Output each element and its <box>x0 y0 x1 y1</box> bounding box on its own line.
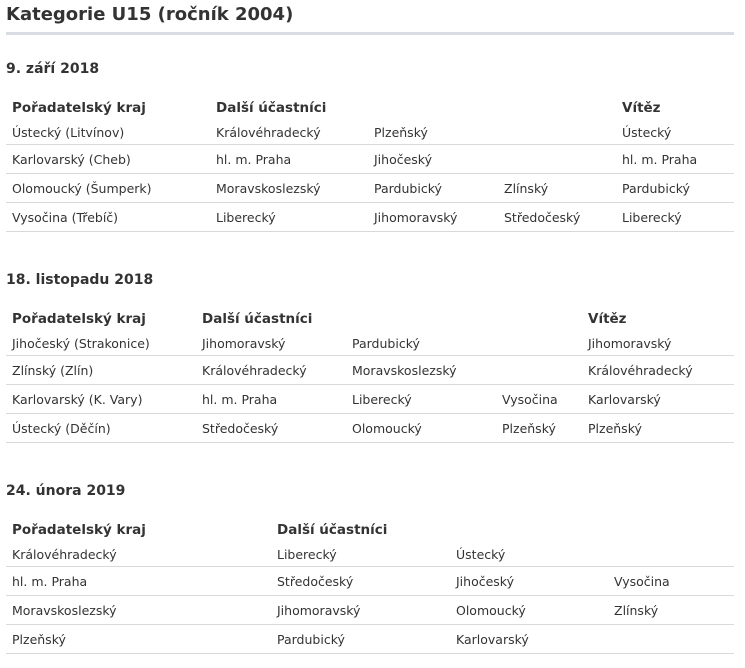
column-header-others: Další účastníci <box>202 311 313 327</box>
participant-cell: Středočeský <box>271 567 450 596</box>
table-row <box>6 203 734 232</box>
participant-cell: Ústecký <box>450 542 608 567</box>
column-header-winner: Vítěz <box>622 100 661 116</box>
participant-cell: Zlínský <box>608 596 734 625</box>
winner-cell: Liberecký <box>616 203 734 232</box>
table-header-row <box>6 96 734 120</box>
winner-cell: Jihomoravský <box>582 331 734 356</box>
table-header-row <box>6 518 734 542</box>
participant-cell: Plzeňský <box>368 120 498 145</box>
participant-cell: Liberecký <box>210 203 368 232</box>
column-header-host: Pořadatelský kraj <box>12 100 146 116</box>
participant-cell: Olomoucký <box>450 596 608 625</box>
participant-cell: hl. m. Praha <box>196 385 346 414</box>
column-header-others: Další účastníci <box>216 100 327 116</box>
winner-cell: Pardubický <box>616 174 734 203</box>
participant-cell: Liberecký <box>346 385 496 414</box>
column-header-host: Pořadatelský kraj <box>12 311 146 327</box>
participant-cell: Vysočina <box>608 567 734 596</box>
page-title: Kategorie U15 (ročník 2004) <box>6 4 294 25</box>
participant-cell: Jihomoravský <box>196 331 346 356</box>
table-row <box>6 145 734 174</box>
participant-cell: Vysočina <box>496 385 582 414</box>
participant-cell: Pardubický <box>271 625 450 654</box>
results-table-1 <box>6 96 734 232</box>
host-cell: hl. m. Praha <box>6 567 271 596</box>
column-header-others: Další účastníci <box>277 522 388 538</box>
participant-cell: Jihomoravský <box>368 203 498 232</box>
participant-cell: Pardubický <box>346 331 496 356</box>
winner-cell: Ústecký <box>616 120 734 145</box>
host-cell: Vysočina (Třebíč) <box>6 203 210 232</box>
results-table-2 <box>6 307 734 443</box>
winner-cell: Plzeňský <box>582 414 734 443</box>
table-row <box>6 385 734 414</box>
host-cell: Jihočeský (Strakonice) <box>6 331 196 356</box>
participant-cell: Plzeňský <box>496 414 582 443</box>
participant-cell: Královéhradecký <box>196 356 346 385</box>
results-table-3 <box>6 518 734 654</box>
host-cell: Moravskoslezský <box>6 596 271 625</box>
participant-cell <box>498 120 616 145</box>
participant-cell <box>496 356 582 385</box>
participant-cell: Jihomoravský <box>271 596 450 625</box>
section-heading-3: 24. února 2019 <box>6 483 126 499</box>
section-heading-1: 9. září 2018 <box>6 61 100 77</box>
participant-cell <box>498 145 616 174</box>
section-heading-2: 18. listopadu 2018 <box>6 272 154 288</box>
winner-cell: Královéhradecký <box>582 356 734 385</box>
participant-cell: Středočeský <box>196 414 346 443</box>
title-divider <box>6 32 734 35</box>
participant-cell <box>608 625 734 654</box>
winner-cell: hl. m. Praha <box>616 145 734 174</box>
participant-cell: Moravskoslezský <box>210 174 368 203</box>
host-cell: Královéhradecký <box>6 542 271 567</box>
winner-cell: Karlovarský <box>582 385 734 414</box>
table-header-row <box>6 307 734 331</box>
participant-cell: Středočeský <box>498 203 616 232</box>
participant-cell: Karlovarský <box>450 625 608 654</box>
table-row <box>6 596 734 625</box>
participant-cell: Moravskoslezský <box>346 356 496 385</box>
participant-cell: Liberecký <box>271 542 450 567</box>
participant-cell <box>496 331 582 356</box>
table-row <box>6 331 734 356</box>
host-cell: Karlovarský (Cheb) <box>6 145 210 174</box>
host-cell: Ústecký (Děčín) <box>6 414 196 443</box>
table-row <box>6 567 734 596</box>
table-row <box>6 542 734 567</box>
participant-cell <box>608 542 734 567</box>
table-row <box>6 356 734 385</box>
host-cell: Olomoucký (Šumperk) <box>6 174 210 203</box>
host-cell: Ústecký (Litvínov) <box>6 120 210 145</box>
host-cell: Karlovarský (K. Vary) <box>6 385 196 414</box>
column-header-host: Pořadatelský kraj <box>12 522 146 538</box>
table-row <box>6 120 734 145</box>
host-cell: Zlínský (Zlín) <box>6 356 196 385</box>
participant-cell: Královéhradecký <box>210 120 368 145</box>
participant-cell: Zlínský <box>498 174 616 203</box>
participant-cell: Jihočeský <box>368 145 498 174</box>
column-header-winner: Vítěz <box>588 311 627 327</box>
table-row <box>6 625 734 654</box>
table-row <box>6 174 734 203</box>
participant-cell: Olomoucký <box>346 414 496 443</box>
participant-cell: hl. m. Praha <box>210 145 368 174</box>
participant-cell: Pardubický <box>368 174 498 203</box>
host-cell: Plzeňský <box>6 625 271 654</box>
table-row <box>6 414 734 443</box>
participant-cell: Jihočeský <box>450 567 608 596</box>
